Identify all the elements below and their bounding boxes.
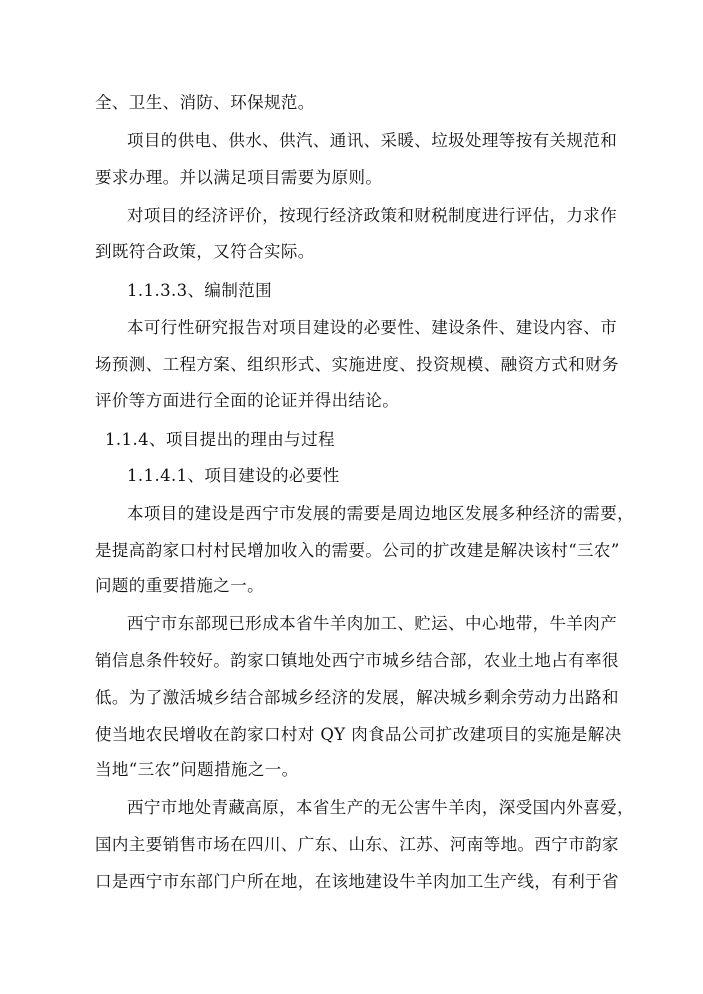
text-line: 对项目的经济评价，按现行经济政策和财税制度进行评估，力求作 (127, 206, 618, 225)
text-line: 问题的重要措施之一。 (95, 576, 264, 595)
text-line: 口是西宁市东部门户所在地，在该地建设牛羊肉加工生产线，有利于省 (95, 872, 619, 891)
section-heading: 1.1.3.3、编制范围 (127, 281, 273, 300)
text-line: 本可行性研究报告对项目建设的必要性、建设条件、建设内容、市 (127, 318, 618, 337)
text-line: 当地“三农”问题措施之一。 (95, 760, 299, 779)
text-line: 销信息条件较好。韵家口镇地处西宁市城乡结合部，农业土地占有率很 (95, 651, 619, 670)
text-line: 评价等方面进行全面的论证并得出结论。 (95, 391, 400, 410)
text-line: 低。为了激活城乡结合部城乡经济的发展，解决城乡剩余劳动力出路和 (95, 688, 619, 707)
text-line: 西宁市东部现已形成本省牛羊肉加工、贮运、中心地带，牛羊肉产 (127, 614, 618, 633)
text-line: 场预测、工程方案、组织形式、实施进度、投资规模、融资方式和财务 (95, 355, 619, 374)
section-heading: 1.1.4、项目提出的理由与过程 (105, 430, 335, 449)
text-line: 西宁市地处青藏高原，本省生产的无公害牛羊肉，深受国内外喜爱， (127, 798, 634, 817)
text-line: 是提高韵家口村村民增加收入的需要。公司的扩改建是解决该村“三农” (95, 541, 620, 560)
text-line: 全、卫生、消防、环保规范。 (95, 93, 315, 112)
text-line: 国内主要销售市场在四川、广东、山东、江苏、河南等地。西宁市韵家 (95, 835, 619, 854)
text-line: 项目的供电、供水、供汽、通讯、采暖、垃圾处理等按有关规范和 (127, 131, 618, 150)
text-line: 要求办理。并以满足项目需要为原则。 (95, 168, 383, 187)
text-line: 使当地农民增收在韵家口村对 QY 肉食品公司扩改建项目的实施是解决 (95, 725, 622, 744)
section-heading: 1.1.4.1、项目建设的必要性 (127, 466, 340, 485)
text-line: 本项目的建设是西宁市发展的需要是周边地区发展多种经济的需要， (127, 504, 634, 523)
text-line: 到既符合政策，又符合实际。 (95, 242, 315, 261)
